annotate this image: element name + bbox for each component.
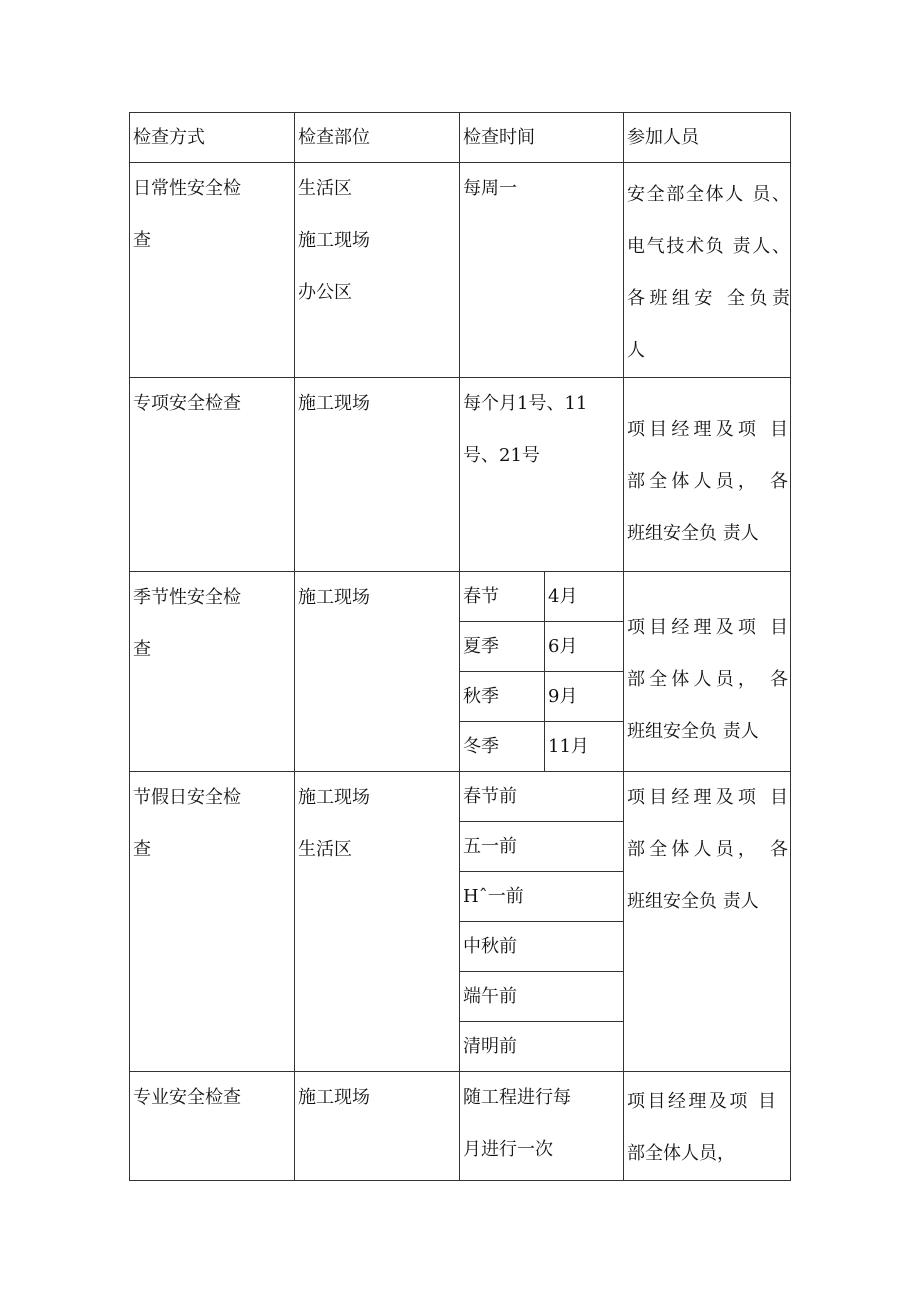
- cell-people: 项目经理及项 目 部全体人员， 各 班组安全负 责人: [624, 572, 791, 772]
- table-row: [130, 772, 791, 822]
- cell-holiday: 端午前: [460, 972, 624, 1022]
- table-row: [130, 378, 791, 572]
- cell-season: 冬季: [460, 722, 545, 772]
- cell-method: 季节性安全检 查: [130, 572, 295, 772]
- cell-holiday: 清明前: [460, 1022, 624, 1072]
- cell-method: 专业安全检查: [130, 1072, 295, 1181]
- cell-time: 每个月1号、11 号、21号: [460, 378, 624, 572]
- table-row: [130, 163, 791, 378]
- header-people: 参加人员: [624, 113, 791, 163]
- cell-month: 4月: [545, 572, 624, 622]
- cell-method: 专项安全检查: [130, 378, 295, 572]
- cell-location: 生活区 施工现场 办公区: [295, 163, 460, 378]
- cell-location: 施工现场: [295, 1072, 460, 1181]
- header-method: 检查方式: [130, 113, 295, 163]
- cell-method: 日常性安全检 查: [130, 163, 295, 378]
- table-row: [130, 572, 791, 622]
- cell-holiday: 中秋前: [460, 922, 624, 972]
- cell-method: 节假日安全检 查: [130, 772, 295, 1072]
- cell-holiday: 春节前: [460, 772, 624, 822]
- cell-people: 项目经理及项 目 部全体人员， 各 班组安全负 责人: [624, 772, 791, 1072]
- cell-month: 6月: [545, 622, 624, 672]
- table-row: [130, 1072, 791, 1181]
- cell-people: 项目经理及项 目 部全体人员，: [624, 1072, 791, 1181]
- cell-holiday: 五一前: [460, 822, 624, 872]
- cell-holiday: Hˆ一前: [460, 872, 624, 922]
- table-header-row: [130, 113, 791, 163]
- cell-location: 施工现场: [295, 378, 460, 572]
- cell-location: 施工现场: [295, 572, 460, 772]
- cell-season: 夏季: [460, 622, 545, 672]
- header-location: 检查部位: [295, 113, 460, 163]
- cell-month: 9月: [545, 672, 624, 722]
- inspection-table: [129, 112, 791, 1181]
- cell-people: 安全部全体人 员、 电气技术负 责人、 各班组安 全负责 人: [624, 163, 791, 378]
- cell-time: 随工程进行每 月进行一次: [460, 1072, 624, 1181]
- cell-time: 每周一: [460, 163, 624, 378]
- cell-month: 11月: [545, 722, 624, 772]
- header-time: 检查时间: [460, 113, 624, 163]
- cell-location: 施工现场 生活区: [295, 772, 460, 1072]
- cell-season: 春节: [460, 572, 545, 622]
- cell-people: 项目经理及项 目 部全体人员， 各 班组安全负 责人: [624, 378, 791, 572]
- cell-season: 秋季: [460, 672, 545, 722]
